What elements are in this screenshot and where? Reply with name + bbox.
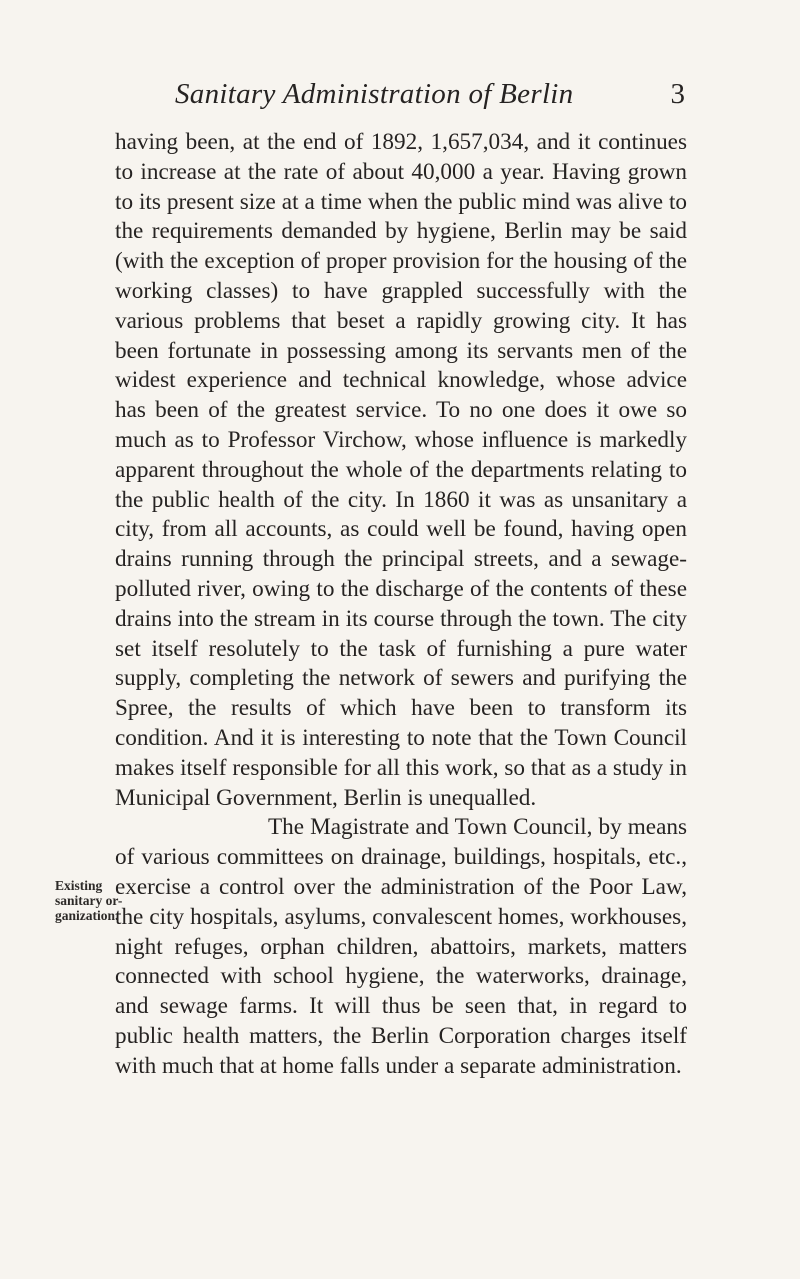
running-title: Sanitary Administration of Berlin — [175, 78, 574, 110]
page-number: 3 — [670, 78, 685, 110]
margin-sidenote — [55, 878, 123, 923]
sidenote-line-3: ganization. — [55, 908, 119, 923]
sidenote-line-2: sanitary or- — [55, 893, 123, 908]
paragraph-1: having been, at the end of 1892, 1,657,034, and it continues to increase at the rate of about 40,000 a year. Having grown to its present size at a time when the public mind was alive to the requirements demanded by hygiene, Berlin may be said (with the exception of proper provision for the housing of the working classes) to have grappled successfully with the various problems that beset a rapidly growing city. It has been fortunate in possessing among its servants men of the widest experience and technical knowledge, whose advice has been of the greatest service. To no one does it owe so much as to Professor Virchow, whose influence is markedly apparent throughout the whole of the departments relating to the public health of the city. In 1860 it was as unsanitary a city, from all accounts, as could well be found, having open drains running through the principal streets, and a sewage-polluted river, owing to the discharge of the contents of these drains into the stream in its course through the town. The city set itself resolutely to the task of furnishing a pure water supply, completing the network of sewers and purifying the Spree, the results of which have been to transform its condition. And it is interesting to note that the Town Council makes itself responsible for all this work, so that as a study in Municipal Government, Berlin is unequalled. — [115, 129, 687, 811]
paragraph-2: The Magistrate and Town Council, by means of various committees on drainage, buildings, hospitals, etc., exercise a control over the administration of the Poor Law, the city hospitals, asylums, convalescent homes, workhouses, night refuges, orphan children, abattoirs, markets, matters connected with school hygiene, the waterworks, drainage, and sewage farms. It will thus be seen that, in regard to public health matters, the Berlin Corporation charges itself with much that at home falls under a separate administration. — [115, 814, 687, 1079]
body-text — [115, 128, 687, 1082]
sidenote-line-1: Existing — [55, 878, 103, 893]
page-header — [115, 78, 685, 118]
